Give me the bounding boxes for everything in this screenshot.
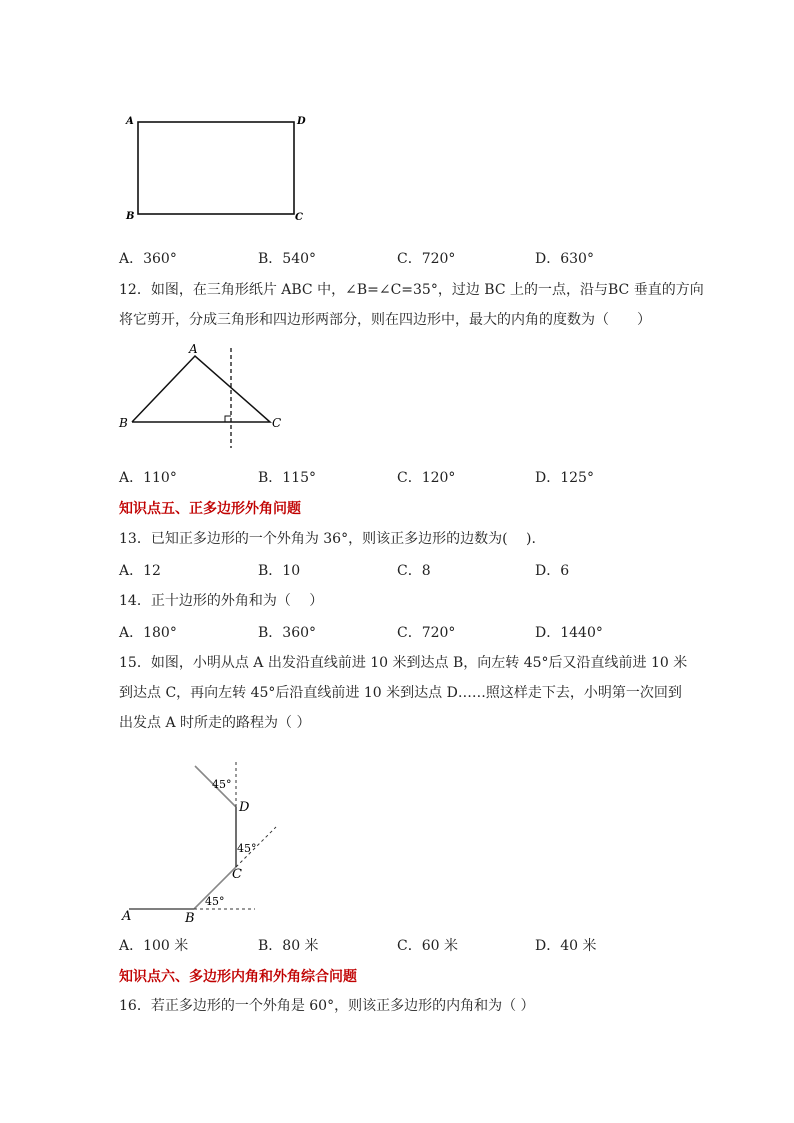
q11-option-b: B．540° xyxy=(258,251,317,267)
q12-option-d: D．125° xyxy=(535,470,594,486)
q12-option-c: C．120° xyxy=(397,470,456,486)
q15-text-line1: 15．如图，小明从点 A 出发沿直线前进 10 米到达点 B，向左转 45°后又沿直线前进 10 米 xyxy=(119,655,688,671)
q15-option-c: C．60 米 xyxy=(397,938,458,954)
triangle-figure xyxy=(115,340,295,450)
path-label-c: C xyxy=(232,867,242,882)
q14-option-c: C．720° xyxy=(397,625,456,641)
rect-label-c: C xyxy=(295,212,303,223)
q11-option-c: C．720° xyxy=(397,251,456,267)
q12-option-b: B．115° xyxy=(258,470,317,486)
path-label-d: D xyxy=(239,800,250,815)
q11-option-d: D．630° xyxy=(535,251,594,267)
q13-option-c: C．8 xyxy=(397,563,431,579)
q12-option-a: A．110° xyxy=(119,470,177,486)
rectangle-abcd xyxy=(138,122,294,214)
section-five-title: 知识点五、正多边形外角问题 xyxy=(119,501,301,517)
section-six-title: 知识点六、多边形内角和外角综合问题 xyxy=(119,969,357,985)
rect-label-a: A xyxy=(126,116,134,127)
triangle-abc xyxy=(132,356,270,422)
rect-label-d: D xyxy=(297,116,306,127)
q15-option-d: D．40 米 xyxy=(535,938,597,954)
tri-label-c: C xyxy=(272,416,282,430)
q14-option-d: D．1440° xyxy=(535,625,603,641)
q15-option-b: B．80 米 xyxy=(258,938,319,954)
q14-text: 14．正十边形的外角和为（ ） xyxy=(119,593,324,609)
angle-label-b: 45° xyxy=(205,895,225,908)
path-label-b: B xyxy=(185,911,195,926)
tri-label-b: B xyxy=(119,416,128,430)
q14-option-a: A．180° xyxy=(119,625,177,641)
q13-option-b: B．10 xyxy=(258,563,301,579)
angle-label-d: 45° xyxy=(212,778,232,791)
q16-text: 16．若正多边形的一个外角是 60°，则该正多边形的内角和为（ ） xyxy=(119,998,535,1014)
q14-option-b: B．360° xyxy=(258,625,317,641)
q15-text-line3: 出发点 A 时所走的路程为（ ） xyxy=(119,715,311,731)
q12-text-line2: 将它剪开，分成三角形和四边形两部分，则在四边形中，最大的内角的度数为（ ） xyxy=(119,312,651,328)
q15-option-a: A．100 米 xyxy=(119,938,189,954)
q13-option-a: A．12 xyxy=(119,563,161,579)
angle-label-c: 45° xyxy=(237,842,257,855)
rectangle-figure xyxy=(120,110,320,225)
q15-text-line2: 到达点 C，再向左转 45°后沿直线前进 10 米到达点 D……照这样走下去，小明第一次回到 xyxy=(119,685,682,701)
q11-option-a: A．360° xyxy=(119,251,177,267)
q13-option-d: D．6 xyxy=(535,563,570,579)
tri-label-a: A xyxy=(189,342,198,356)
rect-label-b: B xyxy=(126,211,135,222)
path-label-a: A xyxy=(122,909,132,924)
q12-text-line1: 12．如图，在三角形纸片 ABC 中，∠B=∠C=35°，过边 BC 上的一点，沿与BC 垂直的方向 xyxy=(119,282,704,298)
q13-text: 13．已知正多边形的一个外角为 36°，则该正多边形的边数为( ). xyxy=(119,531,536,547)
right-angle-mark xyxy=(225,416,231,422)
path-figure xyxy=(115,755,295,930)
